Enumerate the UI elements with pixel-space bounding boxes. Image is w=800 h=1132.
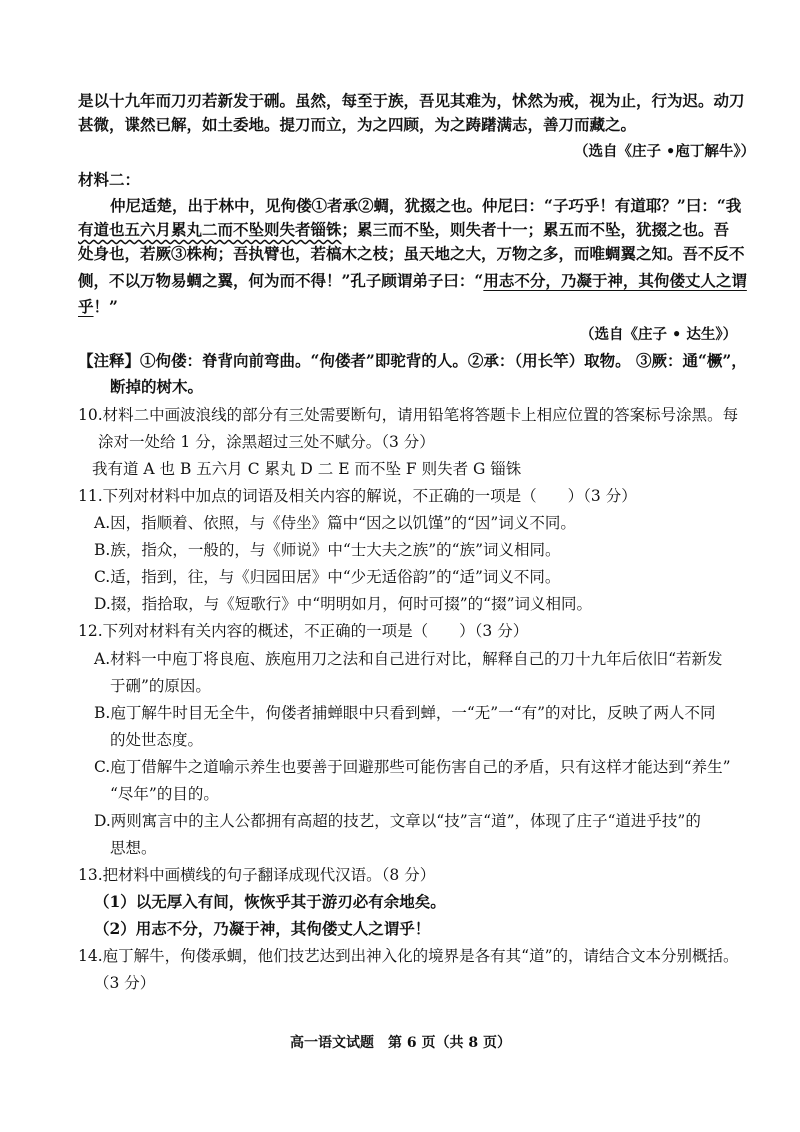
q13-sentence-2: （2）用志不分，乃凝于神，其佝偻丈人之谓乎！ [94, 919, 431, 938]
q10-line-2: 涂对一处给 1 分，涂黑超过三处不赋分。（3 分） [98, 433, 435, 451]
q11-option-c: C.适，指到，往，与《归园田居》中“少无适俗韵”的“适”词义不同。 [94, 568, 561, 586]
q12-option-b-line-2: 的处世态度。 [110, 731, 204, 749]
notes-line-2: 断掉的树木。 [110, 377, 204, 396]
q11-option-b: B.族，指众，一般的，与《师说》中“士大夫之族”的“族”词义相同。 [94, 541, 561, 559]
page-footer: 高一语文试题 第 6 页（共 8 页） [290, 1035, 511, 1051]
material2-line-2-rest: ；累三而不坠，则失者十一；累五而不坠，犹掇之也。吾 [341, 220, 730, 239]
q12-option-d-line-1: D.两则寓言中的主人公都拥有高超的技艺，文章以“技”言“道”，体现了庄子“道进乎技”的 [94, 812, 701, 830]
material2-line-5-rest: ！” [93, 297, 118, 316]
material1-source: （选自《庄子 •庖丁解牛》） [574, 143, 756, 160]
q13-sentence-1: （1）以无厚入有间，恢恢乎其于游刃必有余地矣。 [94, 892, 446, 911]
q12-option-b-line-1: B.庖丁解牛时目无全牛，佝偻者捕蝉眼中只看到蝉，一“无”一“有”的对比，反映了两人不同 [94, 704, 716, 722]
q12-option-a-line-1: A.材料一中庖丁将良庖、族庖用刀之法和自己进行对比，解释自己的刀十九年后依旧“若新发 [94, 650, 723, 668]
material2-line-4 [78, 270, 747, 292]
q11-option-a: A.因，指顺着、依照，与《侍坐》篇中“因之以饥馑”的“因”词义不同。 [94, 514, 576, 532]
q12-option-d-line-2: 思想。 [110, 839, 157, 857]
notes-line-1: 【注释】①佝偻：脊背向前弯曲。“佝偻者”即驼背的人。②承：（用长竿）取物。 ③厥：通“橛”， [78, 351, 747, 370]
q10-line-1: 10.材料二中画波浪线的部分有三处需要断句，请用铅笔将答题卡上相应位置的答案标号涂黑。每 [78, 406, 739, 424]
q11-option-d: D.掇，指拾取，与《短歌行》中“明明如月，何时可掇”的“掇”词义相同。 [94, 595, 593, 613]
material2-line-1: 仲尼适楚，出于林中，见佝偻①者承②蜩，犹掇之也。仲尼曰：“子巧乎！有道耶？”曰：“我 [110, 196, 742, 215]
q12-option-c-line-2: “尽年”的目的。 [110, 785, 219, 803]
q10-options: 我有道 A 也 B 五六月 C 累丸 D 二 E 而不坠 F 则失者 G 锱铢 [92, 460, 522, 478]
wavy-underlined-passage: 有道也五六月累丸二而不坠则失者锱铢 [78, 220, 342, 239]
material2-line-5 [78, 296, 118, 318]
q14-line-1: 14.庖丁解牛，佝偻承蜩，他们技艺达到出神入化的境界是各有其“道”的，请结合文本分别概括。 [78, 947, 739, 965]
q12-option-c-line-1: C.庖丁借解牛之道喻示养生也要善于回避那些可能伤害自己的矛盾，只有这样才能达到“养生” [94, 758, 731, 776]
material2-source: （选自《庄子 • 达生》） [580, 326, 738, 343]
material2-line-3: 处身也，若厥③株枸；吾执臂也，若槁木之枝；虽天地之大，万物之多，而唯蜩翼之知。吾不反不 [78, 244, 745, 263]
material2-line-2 [78, 219, 729, 241]
material2-line-4-pre: 侧，不以万物易蜩之翼，何为而不得！”孔子顾谓弟子曰：“ [78, 271, 484, 290]
underlined-sentence: 用志不分，乃凝于神，其佝偻丈人之谓 [483, 271, 747, 290]
q14-line-2: （3 分） [94, 974, 156, 992]
q11-stem: 11.下列对材料中加点的词语及相关内容的解说，不正确的一项是（ ）（3 分） [78, 487, 637, 505]
material1-line-1: 是以十九年而刀刃若新发于硎。虽然，每至于族，吾见其难为，怵然为戒，视为止，行为迟。动刀 [78, 91, 745, 110]
material2-heading: 材料二： [78, 170, 141, 189]
q13-stem: 13.把材料中画横线的句子翻译成现代汉语。（8 分） [78, 866, 436, 884]
q12-stem: 12.下列对材料有关内容的概述，不正确的一项是（ ）（3 分） [78, 622, 529, 640]
q12-option-a-line-2: 于硎”的原因。 [110, 677, 211, 695]
material1-line-2: 甚微，谍然已解，如土委地。提刀而立，为之四顾，为之踌躇满志，善刀而藏之。 [78, 115, 637, 134]
underlined-sentence-end: 乎 [78, 297, 94, 316]
